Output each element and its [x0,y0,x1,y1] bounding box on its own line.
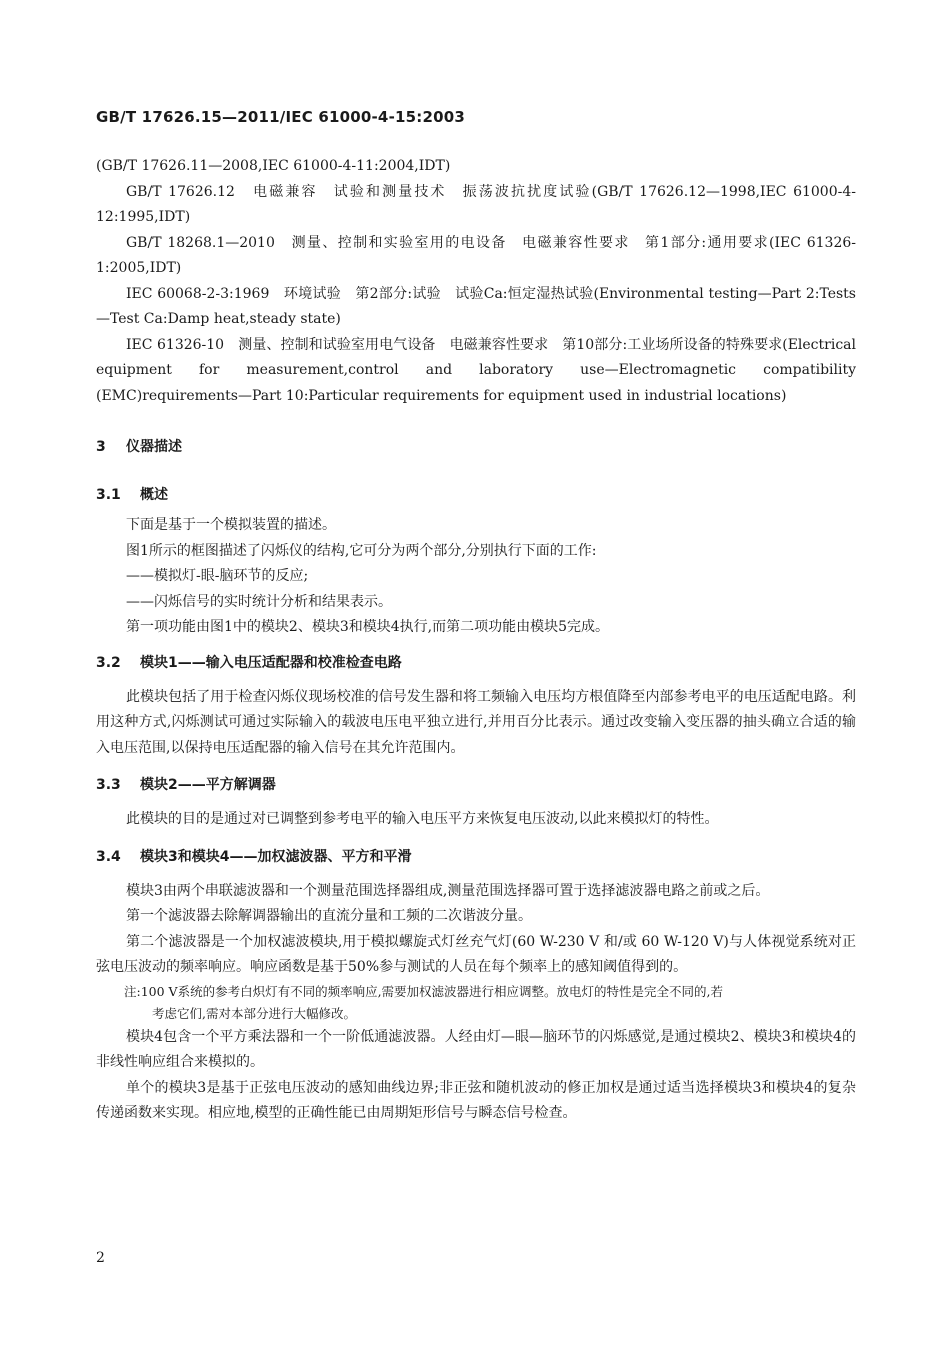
section-number: 3.2 [96,654,121,671]
section-heading-3-1 [96,483,856,507]
note: 注:100 V系统的参考白炽灯有不同的频率响应,需要加权滤波器进行相应调整。放电灯的特性是完全不同的,若 [124,983,724,999]
paragraph: 此模块的目的是通过对已调整到参考电平的输入电压平方来恢复电压波动,以此来模拟灯的特性。 [126,811,719,827]
section-title: 模块3和模块4——加权滤波器、平方和平滑 [140,848,412,865]
page-number: 2 [96,1250,105,1266]
paragraph: 模块3由两个串联滤波器和一个测量范围选择器组成,测量范围选择器可置于选择滤波器电路之前或之后。 [126,882,770,899]
note-continuation: 考虑它们,需对本部分进行大幅修改。 [152,1005,356,1021]
standard-header: GB/T 17626.15—2011/IEC 61000-4-15:2003 [96,108,466,126]
list-item: ——闪烁信号的实时统计分析和结果表示。 [126,593,392,610]
reference-item: GB/T 18268.1—2010 测量、控制和实验室用的电设备 电磁兼容性要求 第1部分:通用要求(IEC 61326-1:2005,IDT) [96,234,856,276]
section-heading-3 [96,435,856,459]
reference-item: IEC 61326-10 测量、控制和试验室用电气设备 电磁兼容性要求 第10部分:工业场所设备的特殊要求(Electrical equipment for measurement,control and laboratory use—Electromagnetic compatibility (EMC)requirements—Part 10:Particular requirements for equipment used in industrial locations) [96,336,856,404]
paragraph: 单个的模块3是基于正弦电压波动的感知曲线边界;非正弦和随机波动的修正加权是通过适当选择模块3和模块4的复杂传递函数来实现。相应地,模型的正确性能已由周期矩形信号与瞬态信号检查。 [96,1079,856,1121]
paragraph: 图1所示的框图描述了闪烁仪的结构,它可分为两个部分,分别执行下面的工作: [126,542,597,559]
section-title: 模块1——输入电压适配器和校准检查电路 [140,654,402,671]
section-heading-3-4 [96,845,856,869]
section-heading-3-3 [96,773,856,797]
section-title: 仪器描述 [126,439,182,455]
section-number: 3.1 [96,487,121,503]
page-body [96,154,856,1127]
paragraph: 第一项功能由图1中的模块2、模块3和模块4执行,而第二项功能由模块5完成。 [126,619,609,635]
paragraph: 此模块包括了用于检查闪烁仪现场校准的信号发生器和将工频输入电压均方根值降至内部参考电平的电压适配电路。利用这种方式,闪烁测试可通过实际输入的载波电压电平独立进行,并用百分比表示。通过改变输入变压器的抽头确立合适的输入电压范围,以保持电压适配器的输入信号在其允许范围内。 [96,688,856,756]
reference-item: IEC 60068-2-3:1969 环境试验 第2部分:试验 试验Ca:恒定湿热试验(Environmental testing—Part 2:Tests—Test Ca:Damp heat,steady state) [96,285,856,327]
reference-item: (GB/T 17626.11—2008,IEC 61000-4-11:2004,IDT) [96,158,451,174]
section-title: 概述 [140,487,168,503]
section-number: 3.3 [96,777,121,793]
paragraph: 下面是基于一个模拟装置的描述。 [126,517,336,533]
paragraph: 第二个滤波器是一个加权滤波模块,用于模拟螺旋式灯丝充气灯(60 W-230 V 和/或 60 W-120 V)与人体视觉系统对正弦电压波动的频率响应。响应函数是基于50%参与测试的人员在每个频率上的感知阈值得到的。 [96,933,856,975]
section-number: 3 [96,439,106,455]
paragraph: 模块4包含一个平方乘法器和一个一阶低通滤波器。人经由灯—眼—脑环节的闪烁感觉,是通过模块2、模块3和模块4的非线性响应组合来模拟的。 [96,1028,856,1070]
section-heading-3-2 [96,651,856,675]
reference-item: GB/T 17626.12 电磁兼容 试验和测量技术 振荡波抗扰度试验(GB/T 17626.12—1998,IEC 61000-4-12:1995,IDT) [96,183,856,225]
section-number: 3.4 [96,848,121,865]
paragraph: 第一个滤波器去除解调器输出的直流分量和工频的二次谐波分量。 [126,908,532,924]
section-title: 模块2——平方解调器 [140,777,276,793]
list-item: ——模拟灯-眼-脑环节的反应; [126,568,309,584]
